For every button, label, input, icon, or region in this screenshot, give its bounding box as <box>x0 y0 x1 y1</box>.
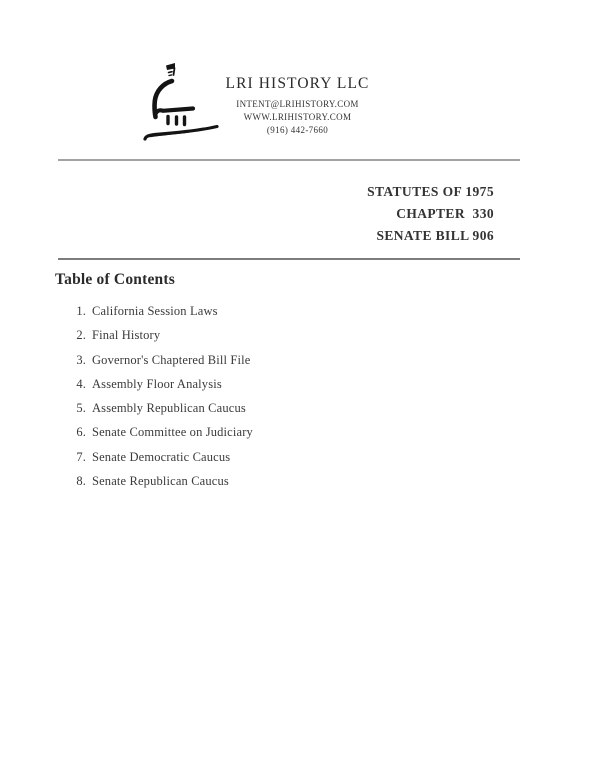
case-caption <box>367 181 494 247</box>
toc-item-number: 1. <box>76 304 86 318</box>
toc-item-number: 5. <box>76 401 86 416</box>
toc-item-label: California Session Laws <box>92 304 218 318</box>
toc-item-label: Assembly Republican Caucus <box>92 401 246 416</box>
toc-item-number: 3. <box>76 352 86 367</box>
toc-item-label: Senate Committee on Judiciary <box>92 425 253 440</box>
toc-item-final-history <box>70 328 253 342</box>
divider-bottom <box>58 258 520 260</box>
senate-bill-line: SENATE BILL 906 <box>376 228 494 243</box>
statutes-line: STATUTES OF 1975 <box>367 184 494 199</box>
phone-line: (916) 442-7660 <box>266 125 329 135</box>
toc-item-senate-democratic-caucus <box>70 450 253 464</box>
letterhead <box>210 74 385 137</box>
toc-item-label: Senate Republican Caucus <box>92 474 229 489</box>
toc-item-number: 6. <box>76 425 86 440</box>
toc-item-senate-republican-caucus <box>70 474 253 488</box>
toc-item-assembly-republican-caucus <box>70 401 253 415</box>
email-line: INTENT@LRIHISTORY.COM <box>236 99 359 109</box>
toc-item-number: 4. <box>76 376 86 391</box>
toc-item-label: Assembly Floor Analysis <box>92 376 222 391</box>
contact-block <box>210 98 385 137</box>
toc-item-label: Senate Democratic Caucus <box>92 449 231 464</box>
toc-list <box>70 304 253 498</box>
toc-item-senate-committee-on-judiciary <box>70 425 253 439</box>
company-name: LRI HISTORY LLC <box>225 75 370 92</box>
toc-item-assembly-floor-analysis <box>70 377 253 391</box>
toc-item-label: Governor's Chaptered Bill File <box>92 352 251 367</box>
chapter-line: CHAPTER 330 <box>396 206 494 221</box>
toc-item-governors-chaptered-bill-file <box>70 353 253 367</box>
toc-item-number: 8. <box>76 474 86 489</box>
toc-item-number: 2. <box>76 328 86 343</box>
toc-heading: Table of Contents <box>55 271 175 288</box>
website-line: WWW.LRIHISTORY.COM <box>243 112 352 122</box>
toc-item-california-session-laws <box>70 304 253 318</box>
divider-top <box>58 159 520 161</box>
toc-item-number: 7. <box>76 449 86 464</box>
toc-item-label: Final History <box>92 328 161 343</box>
